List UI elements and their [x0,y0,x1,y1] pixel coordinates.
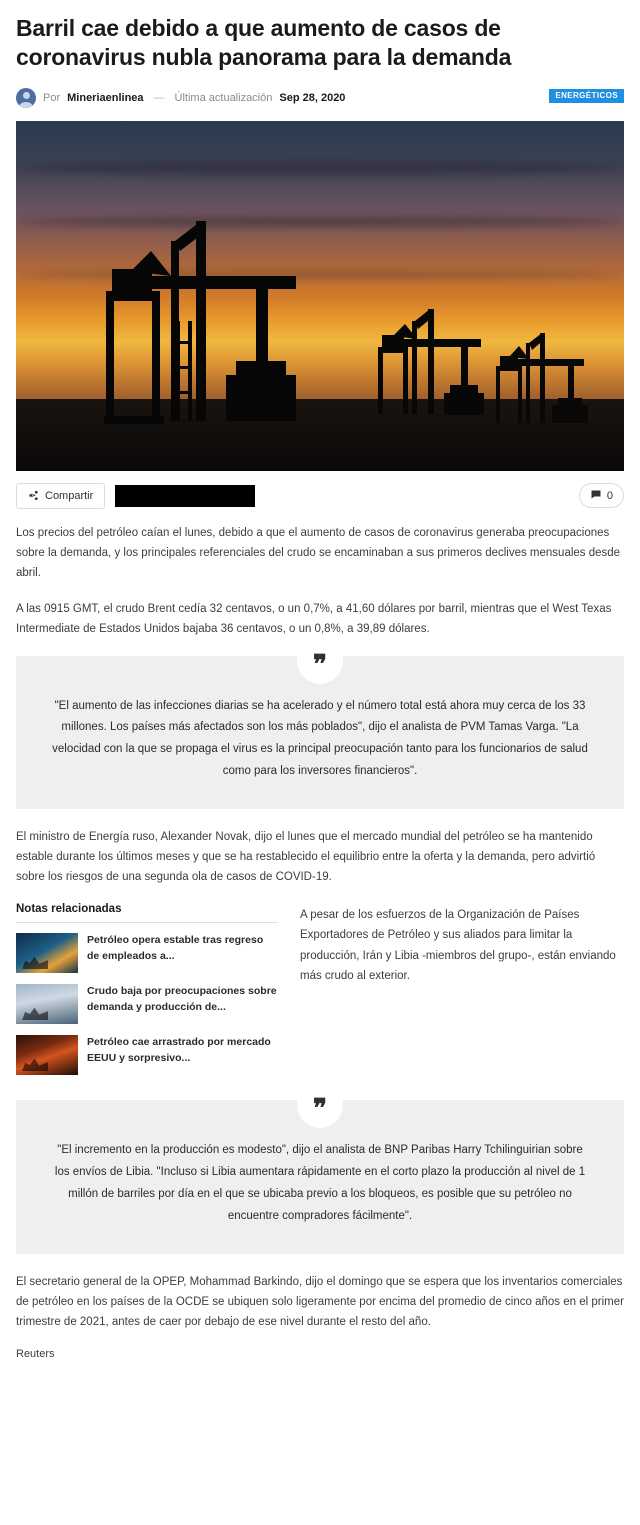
paragraph-5: El secretario general de la OPEP, Mohammad Barkindo, dijo el domingo que se espera que los inventarios comerciales de petróleo en los países de la OCDE se ubiquen solo ligeramente por encima del promedio de cinco años en el primer trimestre de 2021, antes de caer por debajo de ese nivel durante el resto del año. [16,1275,624,1328]
related-notes [16,903,278,1086]
article-meta [16,87,624,109]
list-item[interactable] [16,1035,278,1075]
byline-prefix: Por [43,91,61,104]
share-button-label: Compartir [45,489,94,502]
article-actions [16,483,624,509]
paragraph-3: El ministro de Energía ruso, Alexander Novak, dijo el lunes que el mercado mundial del petróleo se ha mantenido estable durante los últimos meses y que se ha restablecido el equilibrio entre la oferta y la demanda, pero advirtió sobre los riesgos de una segunda ola de casos de COVID-19. [16,830,596,884]
paragraph-2: A las 0915 GMT, el crudo Brent cedía 32 centavos, o un 0,7%, a 41,60 dólares por barril, mientras que el West Texas Intermediate de Estados Unidos bajaba 36 centavos, o un 0,8%, a 39,89 dólares. [16,603,612,636]
comment-count-button[interactable] [579,483,624,508]
list-item[interactable] [16,984,278,1024]
related-heading: Notas relacionadas [16,903,278,923]
status-badge[interactable]: ENERGÉTICOS [549,89,624,103]
quote-icon: ❞ [297,638,343,684]
updated-label: Última actualización [174,91,273,104]
share-icon [28,490,39,501]
related-and-body [16,903,624,1086]
pullquote-1 [16,648,624,809]
related-thumbnail-icon [16,1035,78,1075]
paragraph-4-column [300,903,624,986]
related-item-title: Petróleo cae arrastrado por mercado EEUU y sorpresivo... [87,1036,271,1064]
author-link[interactable]: Mineriaenlinea [67,91,144,104]
meta-separator: — [153,91,165,104]
pullquote-2-text: "El incremento en la producción es modesto", dijo el analista de BNP Paribas Harry Tchilinguirian sobre los envíos de Libia. "Incluso si Libia aumentara rápidamente en el corto plazo la producción al nivel de 1 millón de barriles por día en el que se ubicaba previo a los bloqueos, es posible que su petróleo no encuentre compradores fácilmente". [54,1144,586,1222]
share-button[interactable] [16,483,105,509]
related-item-title: Crudo baja por preocupaciones sobre demanda y producción de... [87,985,277,1013]
pullquote-2 [16,1093,624,1253]
paragraph-1: Los precios del petróleo caían el lunes, debido a que el aumento de casos de coronavirus generaba preocupaciones sobre la demanda, y los principales referenciales del crudo se encaminaban a sus primeros declives mensuales desde abril. [16,526,621,580]
cloud-band [16,161,624,175]
oil-pumpjack-icon [76,181,366,431]
comment-icon [590,488,602,503]
avatar [16,88,36,108]
source-credit: Reuters [16,1348,55,1360]
related-thumbnail-icon [16,984,78,1024]
related-thumbnail-icon [16,933,78,973]
quote-icon: ❞ [297,1082,343,1128]
paragraph-4: A pesar de los esfuerzos de la Organización de Países Exportadores de Petróleo y sus aliados para limitar la producción, Irán y Libia -miembros del grupo-, están enviando más crudo al exterior. [300,909,616,982]
related-item-title: Petróleo opera estable tras regreso de empleados a... [87,934,264,962]
comment-count: 0 [606,489,613,502]
redacted-block [115,485,255,507]
page-title: Barril cae debido a que aumento de casos de coronavirus nubla panorama para la demanda [16,15,512,71]
hero-image [16,121,624,471]
oil-pumpjack-icon [486,317,616,427]
list-item[interactable] [16,933,278,973]
pullquote-1-text: "El aumento de las infecciones diarias se ha acelerado y el número total está ahora muy cerca de los 33 millones. Los países más afectados son los más poblados", dijo el analista de PVM Tamas Varga. "La velocidad con la que se propaga el virus es la principal preocupación tanto para los funcionarios de salud como para los inversores financieros". [52,699,588,778]
publish-date: Sep 28, 2020 [279,91,346,104]
